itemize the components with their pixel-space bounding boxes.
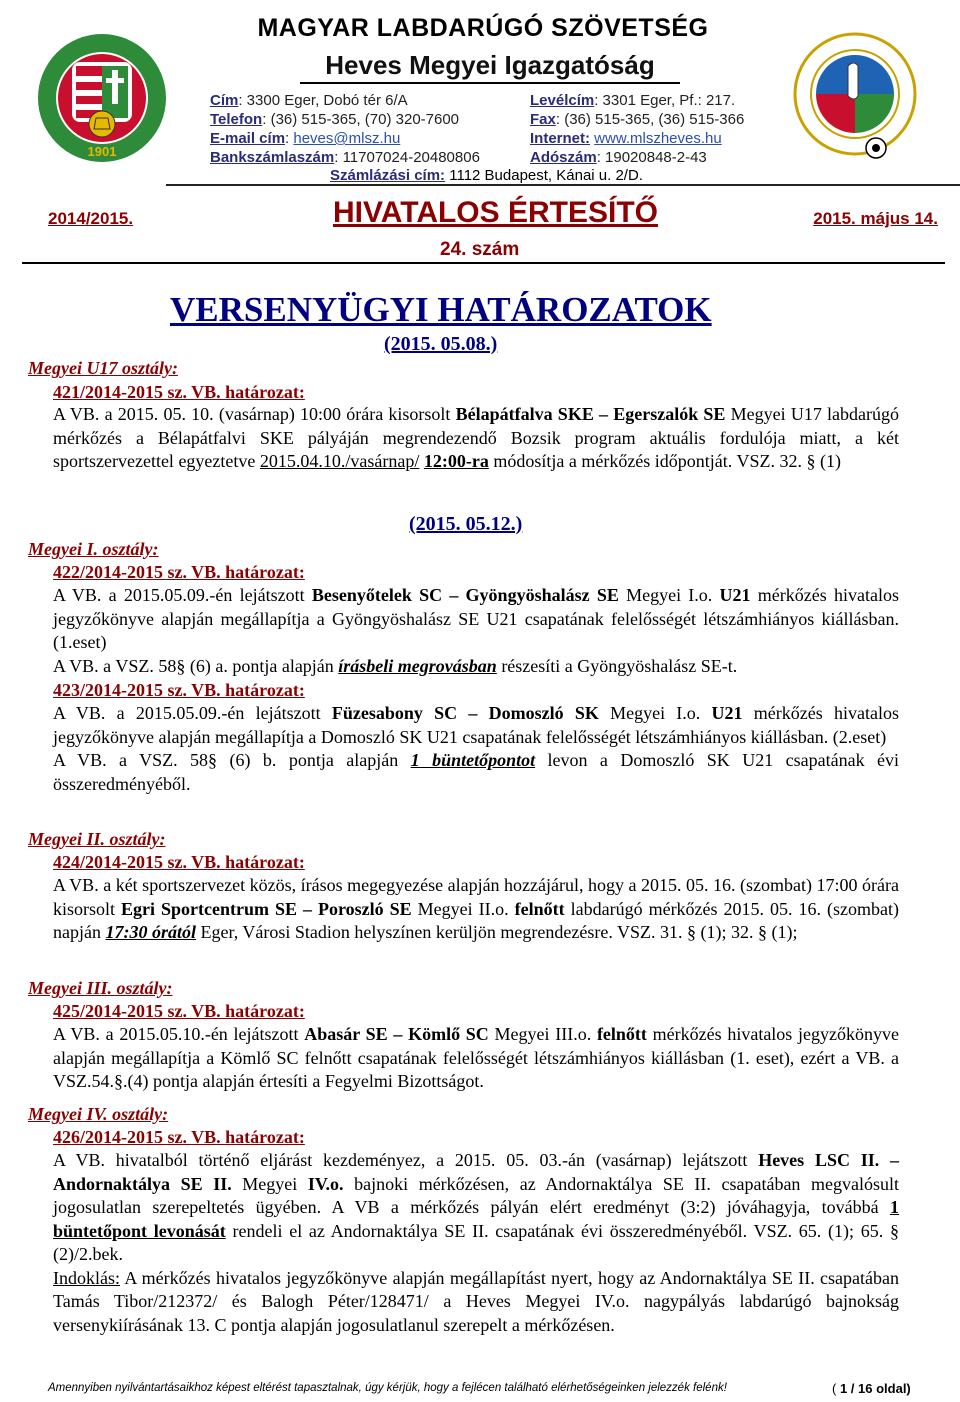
svg-text:1901: 1901 — [87, 144, 117, 159]
resolution-425: 425/2014-2015 sz. VB. határozat: — [53, 1001, 305, 1021]
section-u17: Megyei U17 osztály: — [28, 358, 178, 378]
resolution-424-text: A VB. a két sportszervezet közös, írásos megegyezése alapján hozzájárul, hogy a 2015. 05. 16. (szombat) 17:00 órára kisorsolt Egri Sportcentrum SE – Poroszló SE Megyei II.o. felnőtt labdarúgó mérkőzés 2015. 05. 16. (szombat) napján 17:30 órától Eger, Városi Stadion helyszínen kerüljön megrendezésre. VSZ. 31. § (1); 32. § (1); — [53, 875, 899, 942]
date-heading-1: (2015. 05.08.) — [384, 333, 498, 355]
contact-tax: Adószám: 19020848-2-43 — [530, 149, 707, 166]
heves-mlsz-logo — [792, 30, 918, 162]
resolution-425-text: A VB. a 2015.05.10.-én lejátszott Abasár SE – Kömlő SC Megyei III.o. felnőtt mérkőzés hivatalos jegyzőkönyve alapján megállapítja a Kömlő SC felnőtt csapatának felelősségét létszámhiányos kiállásban (1. eset), ezért a VB. a VSZ.54.§.(4) pontja alapján értesíti a Fegyelmi Bizottságot. — [53, 1024, 899, 1091]
contact-address: Cím: 3300 Eger, Dobó tér 6/A — [210, 92, 408, 109]
header-divider — [166, 184, 960, 186]
contact-postal: Levélcím: 3301 Eger, Pf.: 217. — [530, 92, 736, 109]
resolution-424: 424/2014-2015 sz. VB. határozat: — [53, 852, 305, 872]
season: 2014/2015. — [48, 209, 134, 228]
contact-phone: Telefon: (36) 515-365, (70) 320-7600 — [210, 111, 460, 128]
reasoning-label: Indoklás: — [53, 1267, 120, 1288]
page-title: VERSENYÜGYI HATÁROZATOK — [170, 290, 712, 329]
resolution-423: 423/2014-2015 sz. VB. határozat: — [53, 680, 305, 700]
resolution-421: 421/2014-2015 sz. VB. határozat: — [53, 382, 305, 402]
contact-left — [210, 91, 480, 167]
website-link[interactable]: www.mlszheves.hu — [594, 130, 722, 147]
page-number: ( 1 / 16 oldal) — [832, 1381, 911, 1396]
contact-bank: Bankszámlaszám: 11707024-20480806 — [210, 149, 480, 166]
footer-note: Amennyiben nyilvántartásaikhoz képest eltérést tapasztalnak, úgy kérjük, hogy a fejlécen található elérhetőségeinken jelezzék felénk! — [48, 1382, 727, 1394]
resolution-426: 426/2014-2015 sz. VB. határozat: — [53, 1127, 305, 1147]
contact-right — [530, 91, 744, 167]
contact-email: E-mail cím: heves@mlsz.hu — [210, 130, 401, 147]
date-heading-2: (2015. 05.12.) — [409, 513, 523, 535]
bulletin-title: HIVATALOS ÉRTESÍTŐ — [333, 196, 659, 229]
resolution-422: 422/2014-2015 sz. VB. határozat: — [53, 562, 305, 582]
billing-address: Számlázási cím: 1112 Budapest, Kánai u. 2/D. — [330, 167, 643, 184]
org-subtitle: Heves Megyei Igazgatóság — [300, 50, 680, 84]
section-i: Megyei I. osztály: — [28, 539, 159, 559]
resolution-422-text: A VB. a 2015.05.09.-én lejátszott Besenyőtelek SC – Gyöngyöshalász SE Megyei I.o. U21 mérkőzés hivatalos jegyzőkönyve alapján megállapítja a Gyöngyöshalász SE U21 csapatának felelősségét létszámhiányos kiállásban. (1.eset) A VB. a VSZ. 58§ (6) a. pontja alapján írásbeli megrovásban részesíti a Gyöngyöshalász SE-t. — [53, 585, 899, 676]
section-iv: Megyei IV. osztály: — [28, 1104, 169, 1124]
issue-divider — [22, 262, 945, 264]
resolution-423-text: A VB. a 2015.05.09.-én lejátszott Füzesabony SC – Domoszló SK Megyei I.o. U21 mérkőzés hivatalos jegyzőkönyve alapján megállapítja a Domoszló SK U21 csapatának felelősségét létszámhiányos kiállásban. (2.eset) A VB. a VSZ. 58§ (6) b. pontja alapján 1 büntetőpontot levon a Domoszló SK U21 csapatának évi összeredményéből. — [53, 703, 899, 794]
contact-fax: Fax: (36) 515-365, (36) 515-366 — [530, 111, 745, 128]
mlsz-logo — [36, 32, 168, 164]
email-link[interactable]: heves@mlsz.hu — [293, 130, 401, 147]
org-title: MAGYAR LABDARÚGÓ SZÖVETSÉG — [257, 14, 709, 42]
resolution-426-text: A VB. hivatalból történő eljárást kezdeményez, a 2015. 05. 03.-án (vasárnap) lejátszott Heves LSC II. – Andornaktálya SE II. Megyei IV.o. bajnoki mérkőzésen, az Andornaktálya SE II. csapatában megvalósult jogosulatlan szerepeltetés ügyében. A VB a mérkőzés pályán elért eredményt (3:2) jóváhagyja, továbbá 1 büntetőpont levonását rendeli el az Andornaktálya SE II. csapatának évi összeredményéből. VSZ. 65. (1); 65. § (2)/2.bek. Indoklás: A mérkőzés hivatalos jegyzőkönyve alapján megállapítást nyert, hogy az Andornaktálya SE II. csapatában Tamás Tibor/212372/ és Balogh Péter/128471/ a Heves Megyei IV.o. nagypályás labdarúgó bajnokság versenykiírásának 13. C pontja alapján jogosulatlanul szerepelt a mérkőzésen. — [53, 1150, 900, 1335]
section-ii: Megyei II. osztály: — [28, 829, 166, 849]
bulletin-date: 2015. május 14. — [813, 209, 938, 228]
section-iii: Megyei III. osztály: — [28, 978, 173, 998]
contact-internet: Internet: www.mlszheves.hu — [530, 130, 722, 147]
resolution-421-text: A VB. a 2015. 05. 10. (vasárnap) 10:00 órára kisorsolt Bélapátfalva SKE – Egerszalók SE Megyei U17 labdarúgó mérkőzés a Bélapátfalvi SKE pályáján megrendezendő Bozsik program aktuális fordulója miatt, a két sportszervezettel egyeztetve 2015.04.10./vasárnap/ 12:00-ra módosítja a mérkőzés időpontját. VSZ. 32. § (1) — [53, 404, 899, 471]
issue-number: 24. szám — [440, 239, 520, 260]
